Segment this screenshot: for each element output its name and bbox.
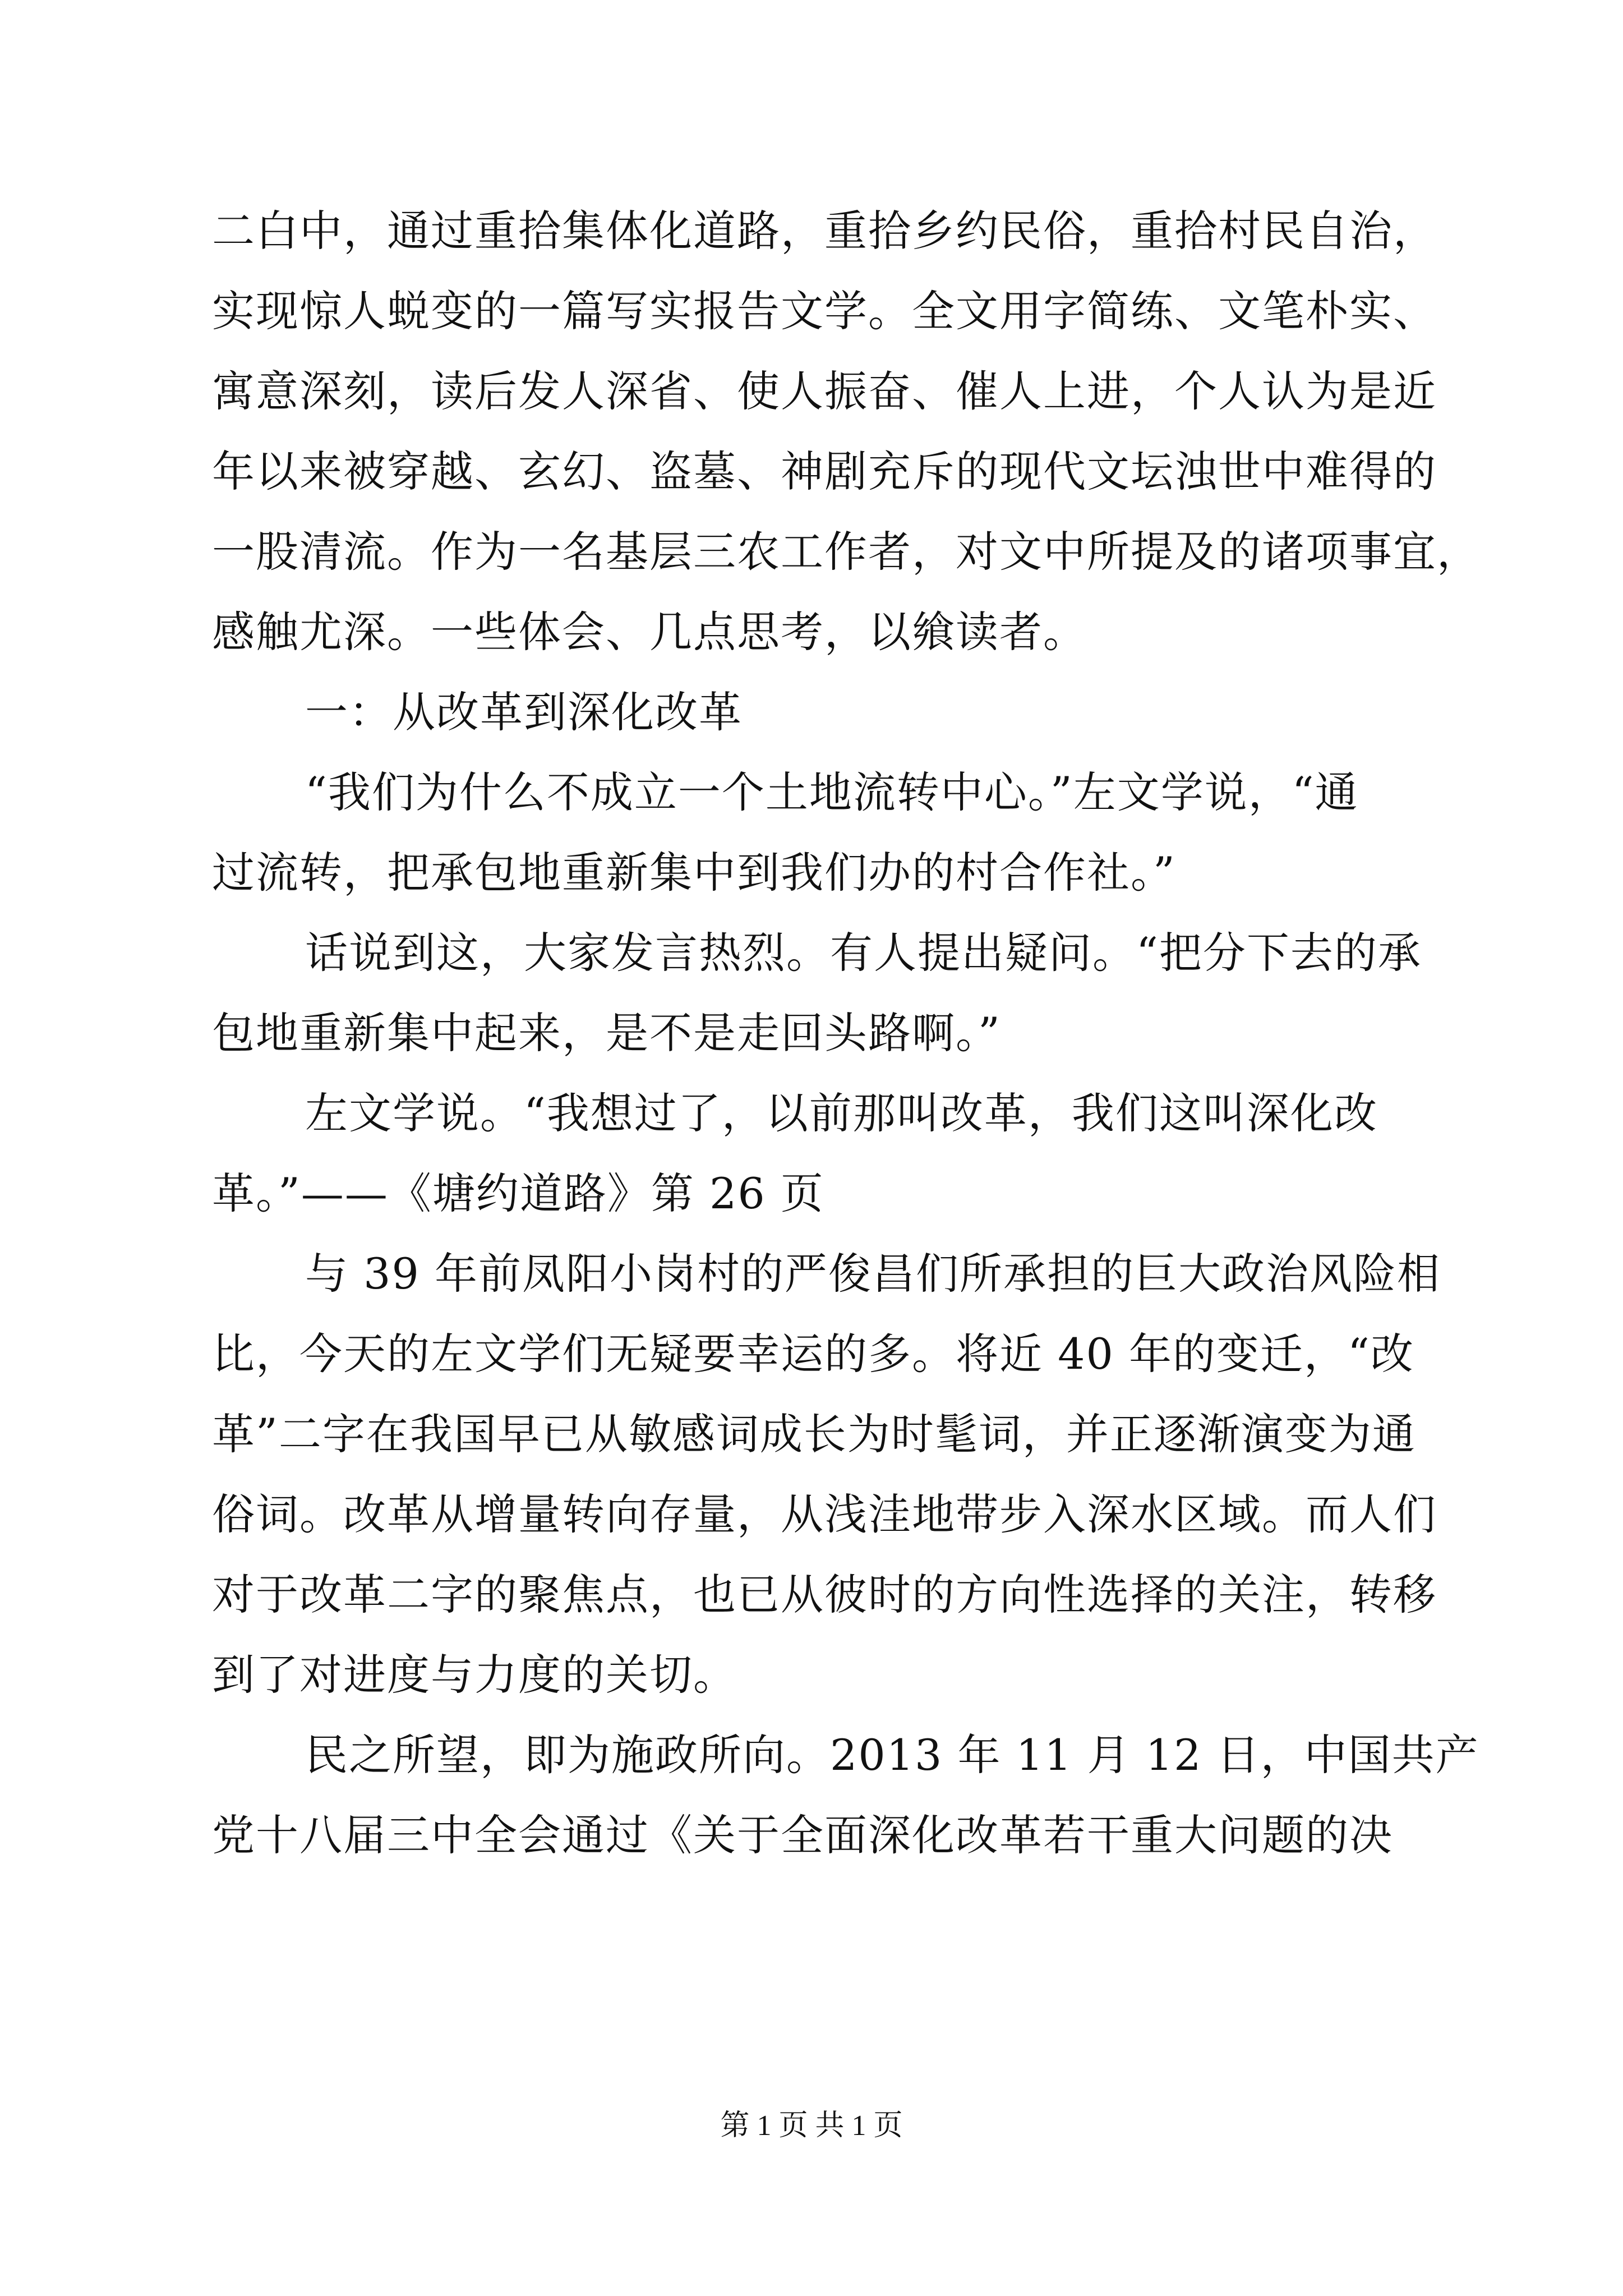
text-line: 二白中，通过重拾集体化道路，重拾乡约民俗，重拾村民自治，: [212, 206, 1437, 256]
text-line: 对于改革二字的聚焦点，也已从彼时的方向性选择的关注，转移: [212, 1570, 1437, 1619]
text-line: 党十八届三中全会通过《关于全面深化改革若干重大问题的决: [212, 1810, 1393, 1860]
text-line: 话说到这，大家发言热烈。有人提出疑问。“把分下去的承: [305, 928, 1422, 978]
text-line: 革。”——《塘约道路》第 26 页: [212, 1168, 824, 1218]
text-line: 与 39 年前凤阳小岗村的严俊昌们所承担的巨大政治风险相: [305, 1249, 1441, 1299]
text-line: “我们为什么不成立一个土地流转中心。”左文学说，“通: [305, 767, 1359, 817]
text-line: 一股清流。作为一名基层三农工作者，对文中所提及的诸项事宜，: [212, 527, 1481, 577]
text-line: 左文学说。“我想过了，以前那叫改革，我们这叫深化改: [305, 1088, 1378, 1138]
page-footer: 第 1 页 共 1 页: [720, 2110, 903, 2142]
text-line: 俗词。改革从增量转向存量，从浅洼地带步入深水区域。而人们: [212, 1489, 1437, 1539]
text-line: 寓意深刻，读后发人深省、使人振奋、催人上进，个人认为是近: [212, 366, 1437, 416]
text-line: 过流转，把承包地重新集中到我们办的村合作社。”: [212, 848, 1176, 898]
text-line: 一：从改革到深化改革: [305, 687, 743, 737]
text-line: 到了对进度与力度的关切。: [212, 1650, 737, 1700]
text-line: 感触尤深。一些体会、几点思考，以飨读者。: [212, 607, 1087, 657]
document-body: [212, 191, 1481, 1875]
text-line: 革”二字在我国早已从敏感词成长为时髦词，并正逐渐演变为通: [212, 1409, 1416, 1459]
text-line: 实现惊人蜕变的一篇写实报告文学。全文用字简练、文笔朴实、: [212, 286, 1437, 336]
text-line: 民之所望，即为施政所向。2013 年 11 月 12 日，中国共产: [305, 1730, 1479, 1780]
text-line: 年以来被穿越、玄幻、盗墓、神剧充斥的现代文坛浊世中难得的: [212, 447, 1437, 496]
text-line: 包地重新集中起来，是不是走回头路啊。”: [212, 1008, 1001, 1058]
text-line: 比，今天的左文学们无疑要幸运的多。将近 40 年的变迁，“改: [212, 1329, 1414, 1379]
